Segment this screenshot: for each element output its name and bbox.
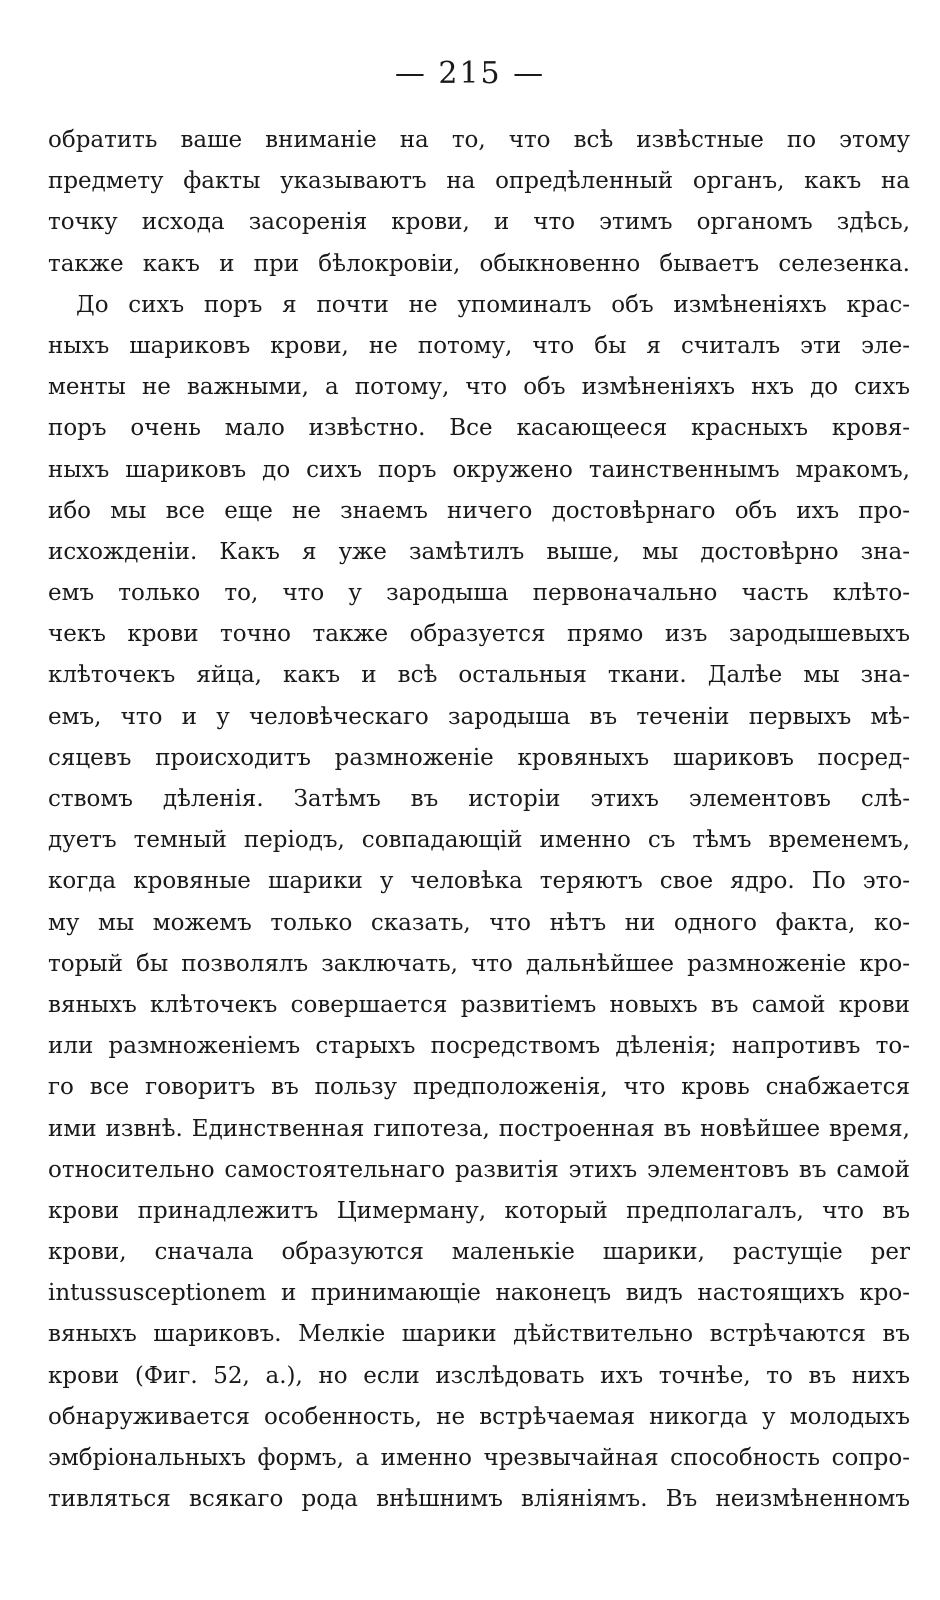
text-line: чекъ крови точно также образуется прямо изъ зародышевыхъ <box>48 621 910 648</box>
text-line: менты не важными, а потому, что объ измѣненіяхъ нхъ до сихъ <box>48 374 910 401</box>
text-line: крови принадлежитъ Цимерману, который предполагалъ, что въ <box>48 1197 910 1224</box>
text-line: ими извнѣ. Единственная гипотеза, построенная въ новѣйшее время, <box>48 1115 910 1142</box>
text-line: ныхъ шариковъ до сихъ поръ окружено таинственнымъ мракомъ, <box>48 456 910 483</box>
text-line: емъ, что и у человѣческаго зародыша въ теченіи первыхъ мѣ- <box>48 703 910 730</box>
text-line: вяныхъ клѣточекъ совершается развитіемъ новыхъ въ самой крови <box>48 991 910 1018</box>
text-line: или размноженіемъ старыхъ посредствомъ дѣленія; напротивъ то- <box>48 1033 910 1060</box>
text-line: тивляться всякаго рода внѣшнимъ вліяніямъ. Въ неизмѣненномъ <box>48 1486 910 1513</box>
text-line: До сихъ поръ я почти не упоминалъ объ измѣненіяхъ крас- <box>76 291 910 318</box>
text-line: клѣточекъ яйца, какъ и всѣ остальныя ткани. Далѣе мы зна- <box>48 662 910 689</box>
body-text <box>48 120 910 1520</box>
text-line: эмбріональныхъ формъ, а именно чрезвычайная способность сопро- <box>48 1445 910 1471</box>
text-line: сяцевъ происходитъ размноженіе кровяныхъ шариковъ посред- <box>48 744 910 771</box>
page-number: — 215 — <box>394 56 546 91</box>
text-line: ныхъ шариковъ крови, не потому, что бы я считалъ эти эле- <box>48 332 910 359</box>
text-line: дуетъ темный періодъ, совпадающій именно съ тѣмъ временемъ, <box>48 827 910 854</box>
text-line: го все говоритъ въ пользу предположенія, что кровь снабжается <box>48 1074 910 1101</box>
text-line: вяныхъ шариковъ. Мелкіе шарики дѣйствительно встрѣчаются въ <box>48 1321 910 1348</box>
text-line: предмету факты указываютъ на опредѣленный органъ, какъ на <box>48 168 910 195</box>
text-line: му мы можемъ только сказать, что нѣтъ ни одного факта, ко- <box>48 909 910 936</box>
text-line: ствомъ дѣленія. Затѣмъ въ исторіи этихъ элементовъ слѣ- <box>48 786 910 812</box>
text-line: обратить ваше вниманіе на то, что всѣ извѣстные по этому <box>48 127 910 153</box>
text-line: intussusceptionem и принимающіе наконецъ видъ настоящихъ кро- <box>48 1280 910 1307</box>
text-line: ибо мы все еще не знаемъ ничего достовѣрнаго объ ихъ про- <box>48 497 910 524</box>
text-line: крови, сначала образуются маленькіе шарики, растущіе per <box>48 1239 910 1266</box>
text-line: обнаруживается особенность, не встрѣчаемая никогда у молодыхъ <box>48 1403 910 1430</box>
text-line: исхожденіи. Какъ я уже замѣтилъ выше, мы достовѣрно зна- <box>48 538 910 565</box>
text-line: торый бы позволялъ заключать, что дальнѣйшее размноженіе кро- <box>48 950 910 977</box>
text-line: когда кровяные шарики у человѣка теряютъ свое ядро. По это- <box>48 868 910 895</box>
text-line: точку исхода засоренія крови, и что этимъ органомъ здѣсь, <box>48 209 910 236</box>
text-line: емъ только то, что у зародыша первоначально часть клѣто- <box>48 580 910 607</box>
text-line: относительно самостоятельнаго развитія этихъ элементовъ въ самой <box>48 1156 910 1183</box>
text-line: поръ очень мало извѣстно. Все касающееся красныхъ кровя- <box>48 415 910 442</box>
text-line: также какъ и при бѣлокровіи, обыкновенно бываетъ селезенка. <box>48 250 910 277</box>
text-line: крови (Фиг. 52, а.), но если изслѣдовать ихъ точнѣе, то въ нихъ <box>48 1362 910 1389</box>
